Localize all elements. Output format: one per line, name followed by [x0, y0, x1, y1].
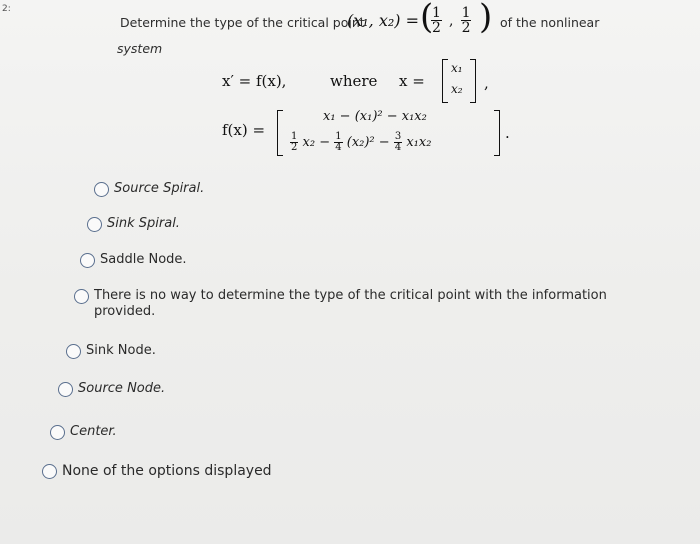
f-row-1: x₁ − (x₁)² − x₁x₂ [323, 109, 427, 124]
option-none-of-the-above[interactable] [42, 463, 272, 479]
option-label: Sink Spiral. [107, 216, 180, 231]
f-coef-2: $\frac{1}{4}$ [335, 131, 342, 153]
point-fraction-1: $\frac{1}{2}$ [432, 5, 441, 36]
point-close-paren: ) [479, 0, 493, 37]
option-sink-spiral[interactable] [87, 216, 180, 232]
option-source-node[interactable] [58, 381, 165, 397]
f-definition-lhs: f(x) = [222, 121, 266, 139]
option-cannot-determine[interactable] [74, 288, 614, 320]
option-label: None of the options displayed [62, 463, 272, 479]
critical-point-value: $\frac{1}{2}$ , $\frac{1}{2}$ [432, 5, 471, 36]
x-vector-entry-1: x₁ [451, 61, 463, 75]
f-vector-right-bracket [494, 110, 500, 156]
radio-button[interactable] [58, 382, 73, 397]
option-label: Sink Node. [86, 343, 156, 358]
f-coef-1: $\frac{1}{2}$ [291, 131, 298, 153]
x-vector-comma: , [484, 74, 489, 92]
x-vector-left-bracket [442, 59, 448, 103]
radio-button[interactable] [50, 425, 65, 440]
prompt-text: Determine the type of the critical point [120, 15, 365, 30]
option-saddle-node[interactable] [80, 252, 187, 268]
option-sink-node[interactable] [66, 343, 156, 359]
option-label: There is no way to determine the type of the critical point with the information provided. [94, 288, 607, 319]
option-label: Source Spiral. [114, 181, 205, 196]
prompt-after: of the nonlinear [500, 15, 600, 30]
critical-point-lhs: (x₁, x₂) = [347, 11, 420, 30]
f-coef-3: $\frac{3}{4}$ [394, 131, 402, 153]
radio-button[interactable] [94, 182, 109, 197]
f-vector-period: . [505, 124, 510, 142]
radio-button[interactable] [87, 217, 102, 232]
x-vector-entry-2: x₂ [451, 82, 463, 96]
option-label: Source Node. [78, 381, 166, 396]
f-row-2: $\frac{1}{2}$ x₂ − $\frac{1}{4}$ (x₂)² − $\frac{3}{4}$ x₁x₂ [291, 131, 432, 153]
question-prompt [120, 15, 365, 30]
option-label: Center. [70, 424, 117, 439]
system-equation: x′ = f(x), [222, 72, 287, 90]
radio-button[interactable] [66, 344, 81, 359]
x-definition-lhs: x = [399, 72, 425, 90]
question-number: 2: [2, 4, 11, 14]
where-word: where [330, 72, 378, 90]
option-label: Saddle Node. [100, 252, 187, 267]
radio-button[interactable] [42, 464, 57, 479]
x-vector-right-bracket [470, 59, 476, 103]
radio-button[interactable] [80, 253, 95, 268]
option-source-spiral[interactable] [94, 181, 204, 197]
point-open-paren: ( [420, 0, 434, 37]
point-fraction-2: $\frac{1}{2}$ [461, 5, 471, 36]
option-center[interactable] [50, 424, 117, 440]
prompt-continuation: system [117, 41, 163, 56]
radio-button[interactable] [74, 289, 89, 304]
f-vector-left-bracket [277, 110, 283, 156]
